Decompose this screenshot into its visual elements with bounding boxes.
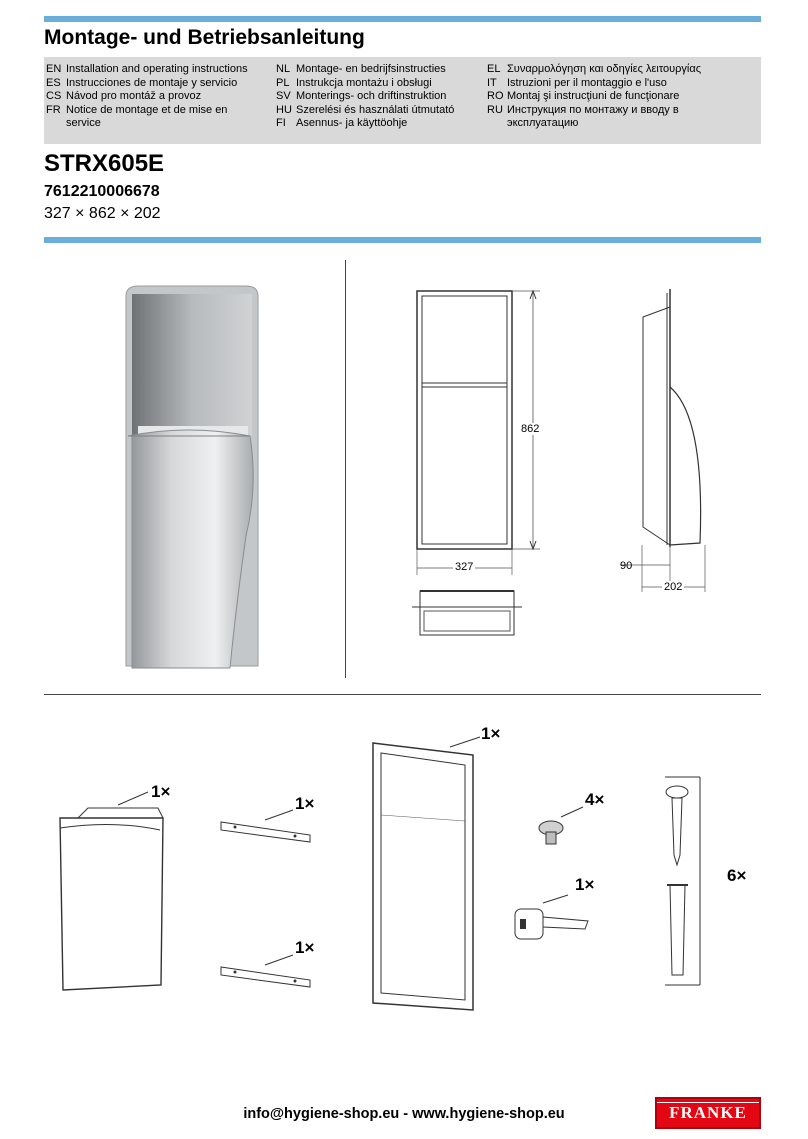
bracket-part-drawing [215, 810, 315, 845]
bin-part-drawing [48, 800, 173, 995]
language-item: RU Инструкция по монтажу и вводу в эксплуатацию [487, 103, 679, 129]
key-part-drawing [513, 895, 593, 945]
language-item: PL Instrukcja montażu i obsługi [276, 76, 432, 89]
language-column-1 [46, 63, 271, 131]
section-accent-bar [44, 237, 761, 243]
franke-logo: FRANKE [655, 1097, 761, 1129]
bracket-bottom-quantity: 1× [295, 938, 315, 957]
screw-part-drawing [655, 775, 715, 990]
recess-dimension-label: 90 [620, 560, 633, 572]
language-column-3 [487, 63, 757, 131]
cap-part-drawing [533, 812, 583, 857]
product-ean: 7612210006678 [44, 183, 160, 200]
language-item: HU Szerelési és használati útmutató [276, 103, 455, 116]
section-divider [44, 694, 761, 695]
width-dimension-label: 327 [455, 561, 474, 573]
frame-part-drawing [355, 735, 490, 1020]
document-title: Montage- und Betriebsanleitung [44, 26, 365, 49]
height-dimension-label: 862 [521, 423, 540, 435]
product-model: STRX605E [44, 150, 165, 177]
language-column-2 [276, 63, 501, 131]
language-item: FI Asennus- ja käyttöohje [276, 117, 408, 129]
bracket-top-quantity: 1× [295, 794, 315, 813]
language-item: IT Istruzioni per il montaggio e l'uso [487, 76, 667, 89]
top-view-drawing [412, 587, 522, 642]
front-view-drawing [400, 285, 560, 585]
side-view-drawing [615, 287, 725, 597]
footer-contact[interactable]: info@hygiene-shop.eu - www.hygiene-shop.eu [243, 1106, 565, 1122]
frame-quantity: 1× [481, 724, 501, 743]
cap-quantity: 4× [585, 790, 605, 809]
language-item: EN Installation and operating instructions [46, 63, 248, 75]
language-item: FR Notice de montage et de mise en service [46, 103, 228, 129]
language-item: EL Συναρμολόγηση και οδηγίες λειτουργίας [487, 63, 702, 75]
language-item: ES Instrucciones de montaje y servicio [46, 76, 238, 89]
language-item: SV Monterings- och driftinstruktion [276, 90, 447, 102]
key-quantity: 1× [575, 875, 595, 894]
product-dimensions: 327 × 862 × 202 [44, 205, 161, 222]
language-list [44, 57, 761, 144]
depth-dimension-label: 202 [664, 581, 683, 593]
screw-quantity: 6× [727, 866, 747, 885]
product-photo [118, 286, 263, 671]
language-item: CS Návod pro montáž a provoz [46, 90, 202, 102]
top-accent-bar [44, 16, 761, 22]
drawing-divider [345, 260, 346, 678]
language-item: RO Montaj şi instrucţiuni de funcţionare [487, 90, 680, 102]
bracket-part-drawing [215, 955, 315, 995]
language-item: NL Montage- en bedrijfsinstructies [276, 63, 446, 75]
bin-quantity: 1× [151, 782, 171, 801]
